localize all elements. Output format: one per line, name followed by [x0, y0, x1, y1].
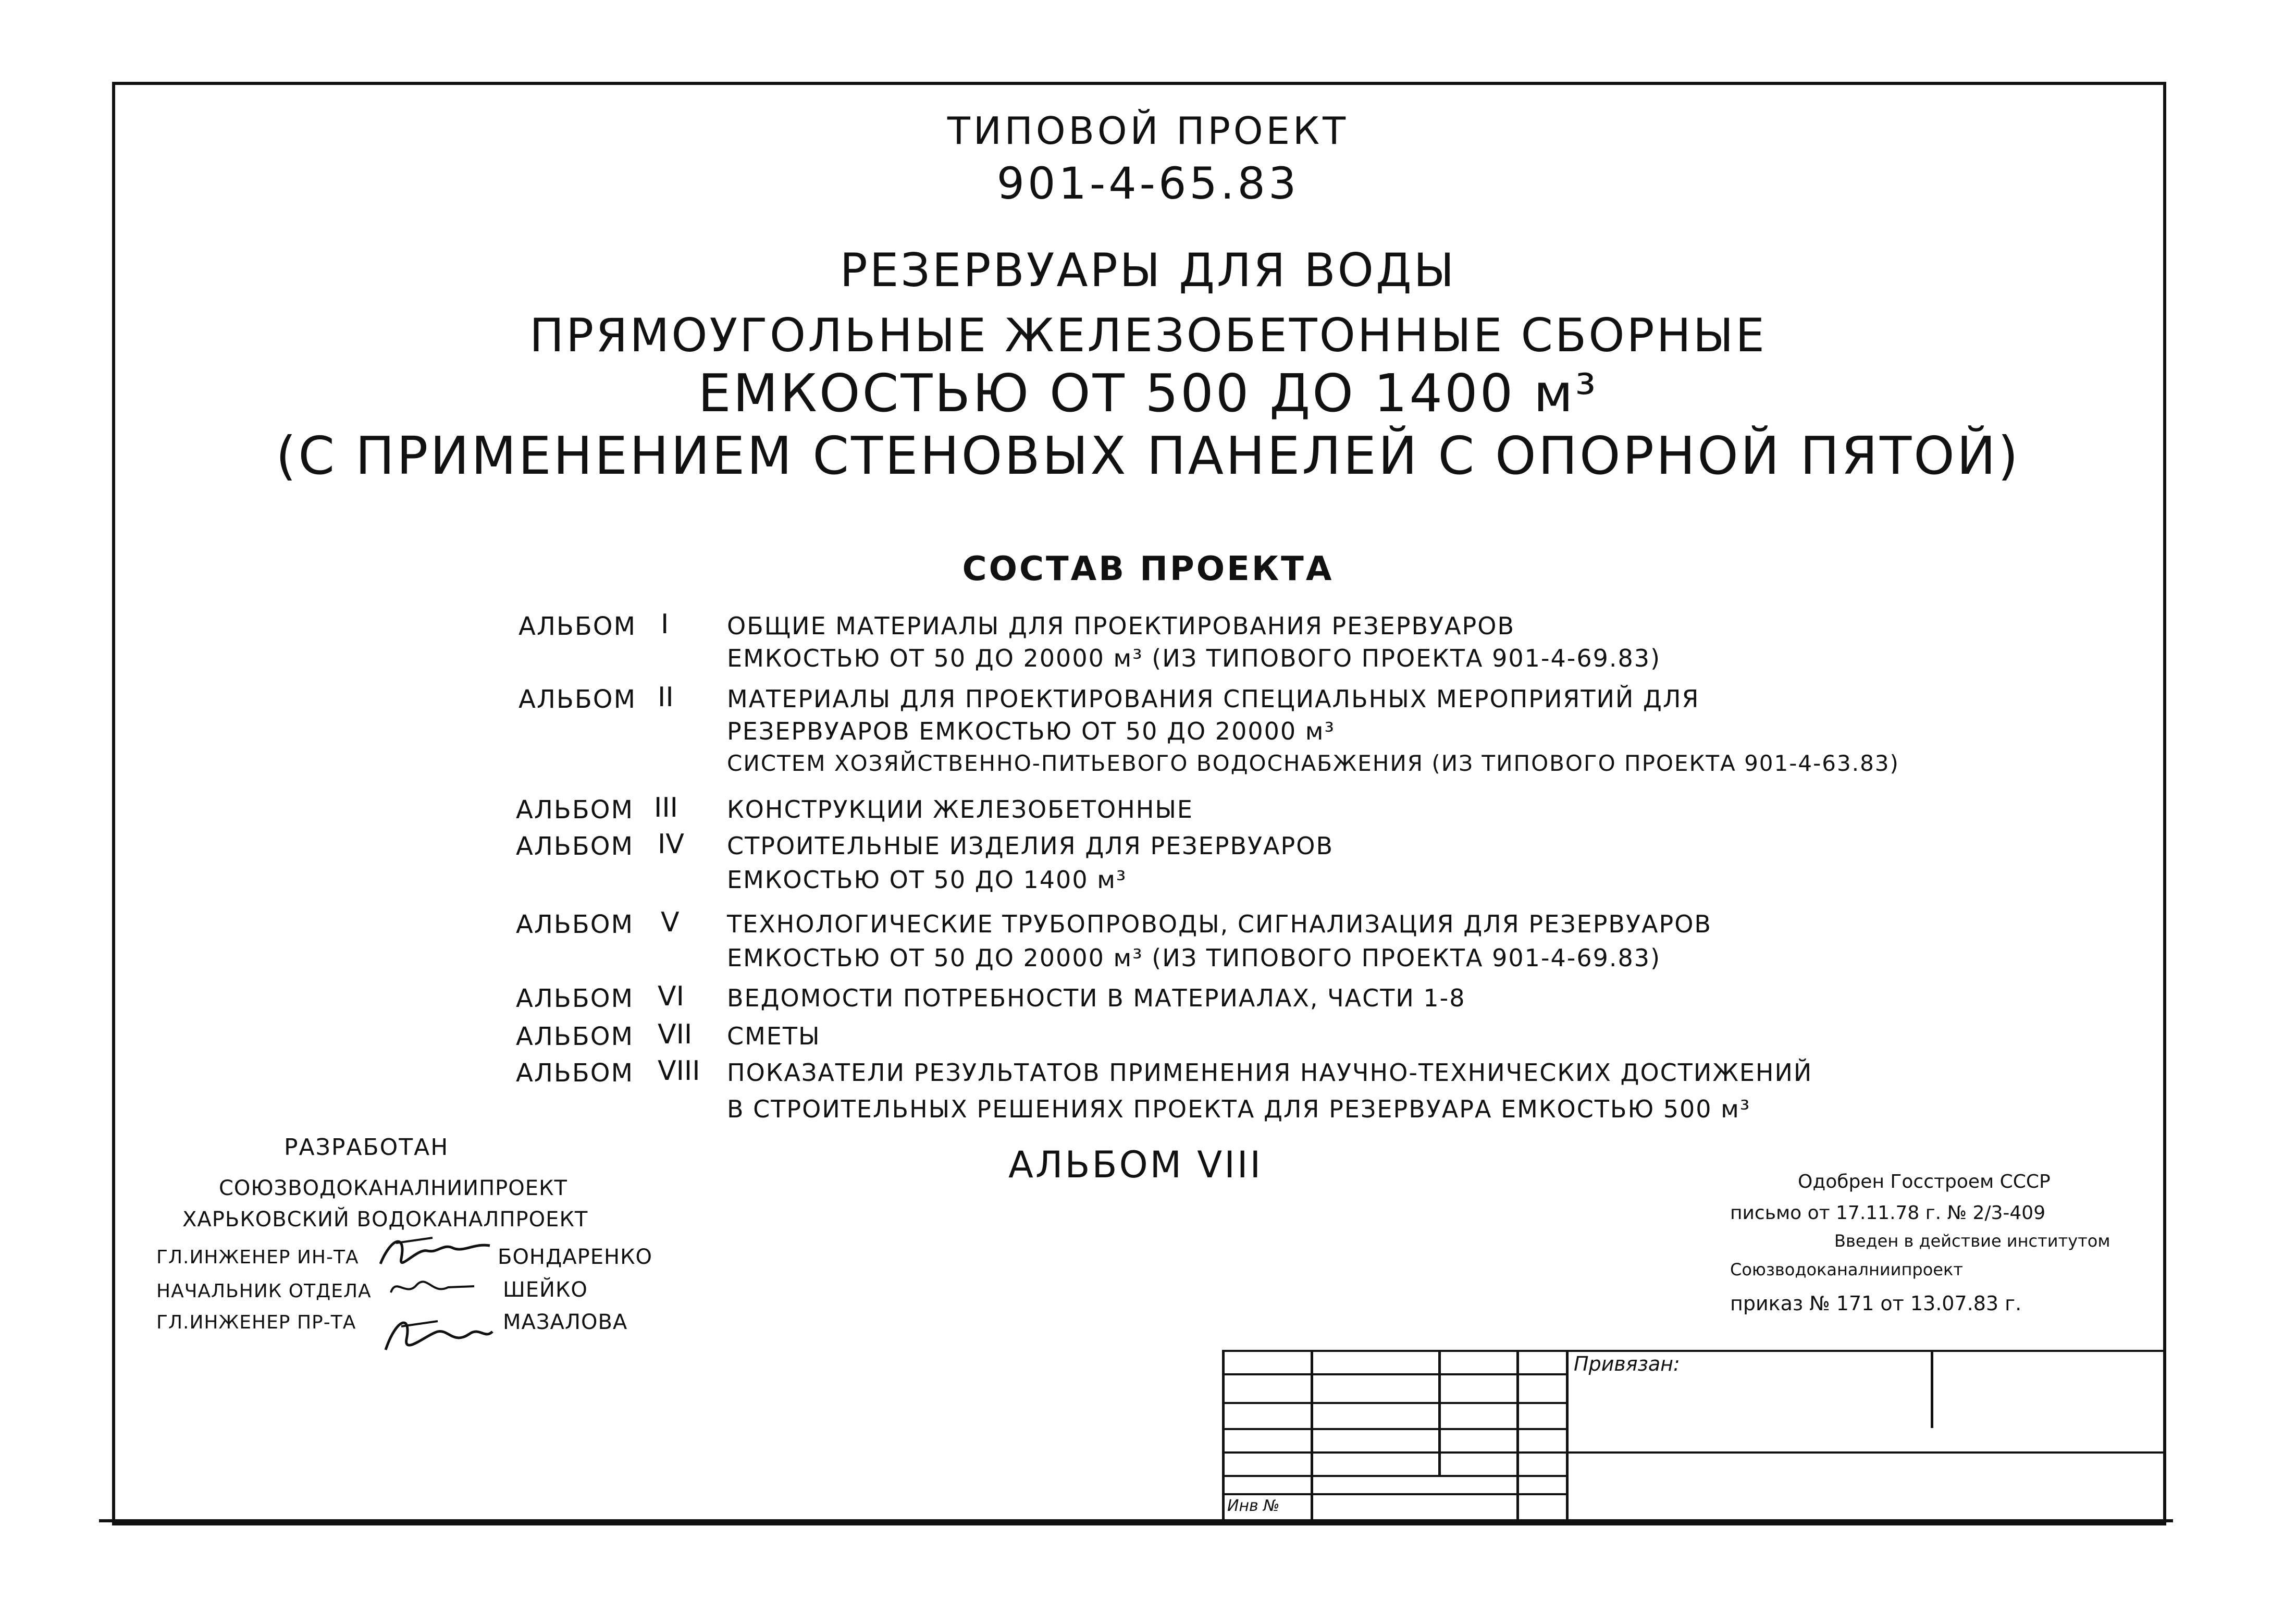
album-number: II: [658, 682, 674, 713]
staff-name: БОНДАРЕНКО: [498, 1245, 652, 1269]
developer-heading: РАЗРАБОТАН: [284, 1134, 449, 1161]
approval-line-5: приказ № 171 от 13.07.83 г.: [1730, 1292, 2022, 1315]
signature-department-head: [386, 1272, 479, 1303]
album-number: I: [661, 609, 669, 640]
album-label: АЛЬБОМ: [516, 910, 634, 939]
album-label: АЛЬБОМ: [519, 685, 636, 714]
developer-org-1: СОЮЗВОДОКАНАЛНИИПРОЕКТ: [219, 1176, 567, 1200]
staff-role: ГЛ.ИНЖЕНЕР ИН-ТА: [156, 1247, 359, 1268]
album-number: V: [661, 907, 680, 938]
album-description-line: ОБЩИЕ МАТЕРИАЛЫ ДЛЯ ПРОЕКТИРОВАНИЯ РЕЗЕРВУАРОВ: [727, 612, 1515, 640]
title-line-4: (С ПРИМЕНЕНИЕМ СТЕНОВЫХ ПАНЕЛЕЙ С ОПОРНОЙ ПЯТОЙ): [276, 425, 2020, 486]
album-description-line: ПОКАЗАТЕЛИ РЕЗУЛЬТАТОВ ПРИМЕНЕНИЯ НАУЧНО-ТЕХНИЧЕСКИХ ДОСТИЖЕНИЙ: [727, 1059, 1813, 1087]
album-description-line: ТЕХНОЛОГИЧЕСКИЕ ТРУБОПРОВОДЫ, СИГНАЛИЗАЦИЯ ДЛЯ РЕЗЕРВУАРОВ: [727, 910, 1712, 938]
approval-line-2: письмо от 17.11.78 г. № 2/3-409: [1730, 1202, 2046, 1224]
signature-chief-engineer-project: [375, 1303, 495, 1360]
album-number: III: [654, 792, 678, 823]
album-description-line: СМЕТЫ: [727, 1022, 821, 1050]
title-line-2: ПРЯМОУГОЛЬНЫЕ ЖЕЛЕЗОБЕТОННЫЕ СБОРНЫЕ: [529, 309, 1767, 362]
staff-name: МАЗАЛОВА: [503, 1310, 628, 1334]
approval-line-3: Введен в действие институтом: [1834, 1231, 2110, 1251]
staff-name: ШЕЙКО: [503, 1278, 588, 1302]
album-description-line: ВЕДОМОСТИ ПОТРЕБНОСТИ В МАТЕРИАЛАХ, ЧАСТИ 1-8: [727, 984, 1466, 1012]
stamp-bound-label: Привязан:: [1574, 1352, 1680, 1375]
album-description-line: СИСТЕМ ХОЗЯЙСТВЕННО-ПИТЬЕВОГО ВОДОСНАБЖЕНИЯ (ИЗ ТИПОВОГО ПРОЕКТА 901-4-63.83): [727, 750, 1899, 776]
album-label: АЛЬБОМ: [516, 1022, 634, 1051]
album-label: АЛЬБОМ: [516, 1059, 634, 1088]
staff-role: НАЧАЛЬНИК ОТДЕЛА: [156, 1281, 372, 1302]
album-label: АЛЬБОМ: [516, 984, 634, 1013]
album-number: IV: [658, 829, 684, 860]
album-description-line: СТРОИТЕЛЬНЫЕ ИЗДЕЛИЯ ДЛЯ РЕЗЕРВУАРОВ: [727, 832, 1334, 860]
developer-org-2: ХАРЬКОВСКИЙ ВОДОКАНАЛПРОЕКТ: [182, 1208, 588, 1232]
staff-role: ГЛ.ИНЖЕНЕР ПР-ТА: [156, 1312, 356, 1333]
album-label: АЛЬБОМ: [516, 832, 634, 861]
album-number: VI: [658, 981, 684, 1012]
album-description-line: В СТРОИТЕЛЬНЫХ РЕШЕНИЯХ ПРОЕКТА ДЛЯ РЕЗЕРВУАРА ЕМКОСТЬЮ 500 м³: [727, 1095, 1751, 1123]
approval-line-1: Одобрен Госстроем СССР: [1798, 1171, 2051, 1192]
album-label: АЛЬБОМ: [516, 795, 634, 824]
album-description-line: ЕМКОСТЬЮ ОТ 50 ДО 20000 м³ (ИЗ ТИПОВОГО ПРОЕКТА 901-4-69.83): [727, 644, 1661, 672]
album-label: АЛЬБОМ: [519, 612, 636, 641]
stamp-inventory-label: Инв №: [1227, 1497, 1280, 1515]
album-description-line: КОНСТРУКЦИИ ЖЕЛЕЗОБЕТОННЫЕ: [727, 795, 1193, 823]
current-album-title: АЛЬБОМ VIII: [1008, 1143, 1263, 1186]
album-number: VIII: [658, 1055, 700, 1087]
title-line-1: РЕЗЕРВУАРЫ ДЛЯ ВОДЫ: [840, 243, 1456, 297]
composition-heading: СОСТАВ ПРОЕКТА: [962, 550, 1334, 588]
album-description-line: МАТЕРИАЛЫ ДЛЯ ПРОЕКТИРОВАНИЯ СПЕЦИАЛЬНЫХ МЕРОПРИЯТИЙ ДЛЯ: [727, 685, 1700, 713]
album-description-line: ЕМКОСТЬЮ ОТ 50 ДО 20000 м³ (ИЗ ТИПОВОГО ПРОЕКТА 901-4-69.83): [727, 944, 1661, 972]
title-block-stamp: [1222, 1350, 2166, 1522]
album-description-line: ЕМКОСТЬЮ ОТ 50 ДО 1400 м³: [727, 866, 1127, 894]
title-line-3: ЕМКОСТЬЮ ОТ 500 ДО 1400 м³: [698, 363, 1598, 424]
header-project-number: 901-4-65.83: [996, 158, 1300, 209]
signature-chief-engineer-institute: [375, 1227, 495, 1274]
header-project-type: ТИПОВОЙ ПРОЕКТ: [947, 109, 1349, 153]
album-number: VII: [658, 1019, 693, 1050]
approval-line-4: Союзводоканалниипроект: [1730, 1260, 1963, 1279]
album-description-line: РЕЗЕРВУАРОВ ЕМКОСТЬЮ ОТ 50 ДО 20000 м³: [727, 717, 1335, 745]
